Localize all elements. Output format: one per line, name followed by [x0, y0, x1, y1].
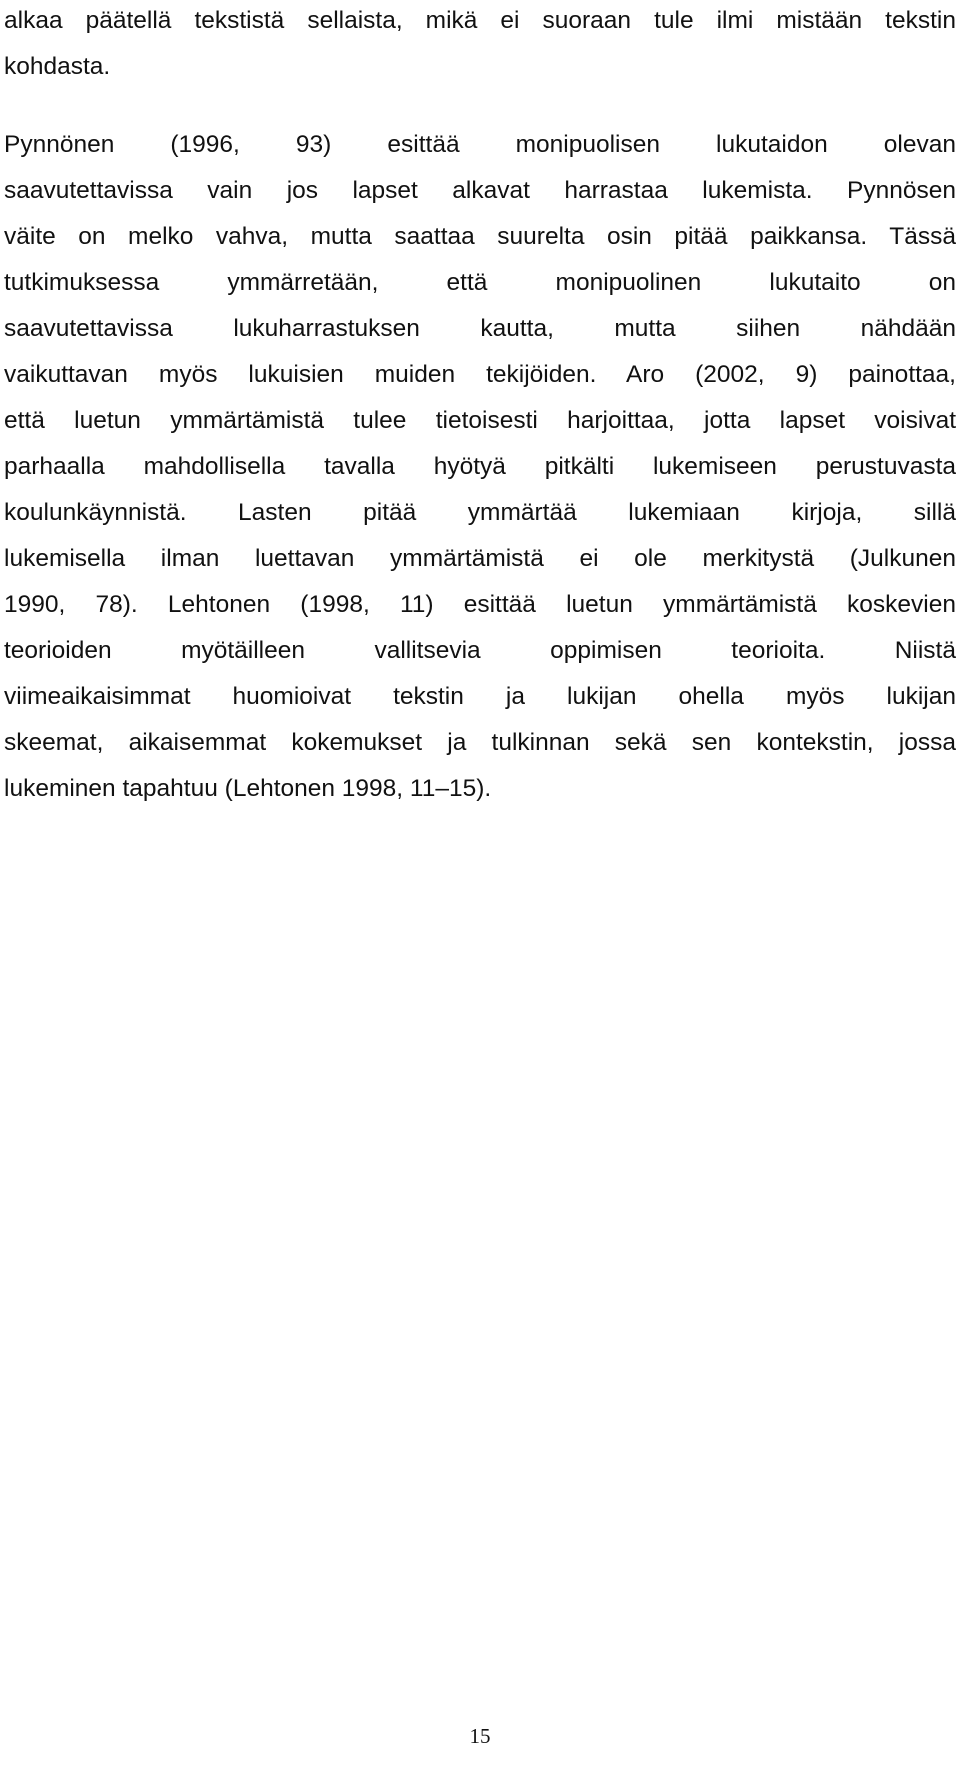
- page-number: 15: [469, 1724, 491, 1748]
- text-line: lukemisella ilman luettavan ymmärtämistä ei ole merkitystä (Julkunen: [4, 545, 956, 572]
- text-line: koulunkäynnistä. Lasten pitää ymmärtää lukemiaan kirjoja, sillä: [4, 499, 956, 526]
- text-line: lukeminen tapahtuu (Lehtonen 1998, 11–15).: [4, 775, 492, 802]
- text-line: alkaa päätellä tekstistä sellaista, mikä ei suoraan tule ilmi mistään tekstin: [4, 7, 956, 34]
- text-line: vaikuttavan myös lukuisien muiden tekijöiden. Aro (2002, 9) painottaa,: [4, 361, 956, 388]
- text-line: väite on melko vahva, mutta saattaa suurelta osin pitää paikkansa. Tässä: [4, 223, 956, 250]
- text-line: parhaalla mahdollisella tavalla hyötyä pitkälti lukemiseen perustuvasta: [4, 453, 956, 480]
- paragraph-continuation: [4, 0, 956, 90]
- text-line: kohdasta.: [4, 53, 111, 80]
- text-line: saavutettavissa lukuharrastuksen kautta, mutta siihen nähdään: [4, 315, 956, 342]
- paragraph-reading-comprehension: [4, 122, 956, 812]
- text-line: viimeaikaisimmat huomioivat tekstin ja lukijan ohella myös lukijan: [4, 683, 956, 710]
- text-line: saavutettavissa vain jos lapset alkavat harrastaa lukemista. Pynnösen: [4, 177, 956, 204]
- text-line: että luetun ymmärtämistä tulee tietoisesti harjoittaa, jotta lapset voisivat: [4, 407, 956, 434]
- text-line: tutkimuksessa ymmärretään, että monipuolinen lukutaito on: [4, 269, 956, 296]
- text-line: 1990, 78). Lehtonen (1998, 11) esittää luetun ymmärtämistä koskevien: [4, 591, 956, 618]
- text-line: skeemat, aikaisemmat kokemukset ja tulkinnan sekä sen kontekstin, jossa: [4, 729, 956, 756]
- text-line: teorioiden myötäilleen vallitsevia oppimisen teorioita. Niistä: [4, 637, 956, 664]
- text-line: Pynnönen (1996, 93) esittää monipuolisen lukutaidon olevan: [4, 131, 956, 158]
